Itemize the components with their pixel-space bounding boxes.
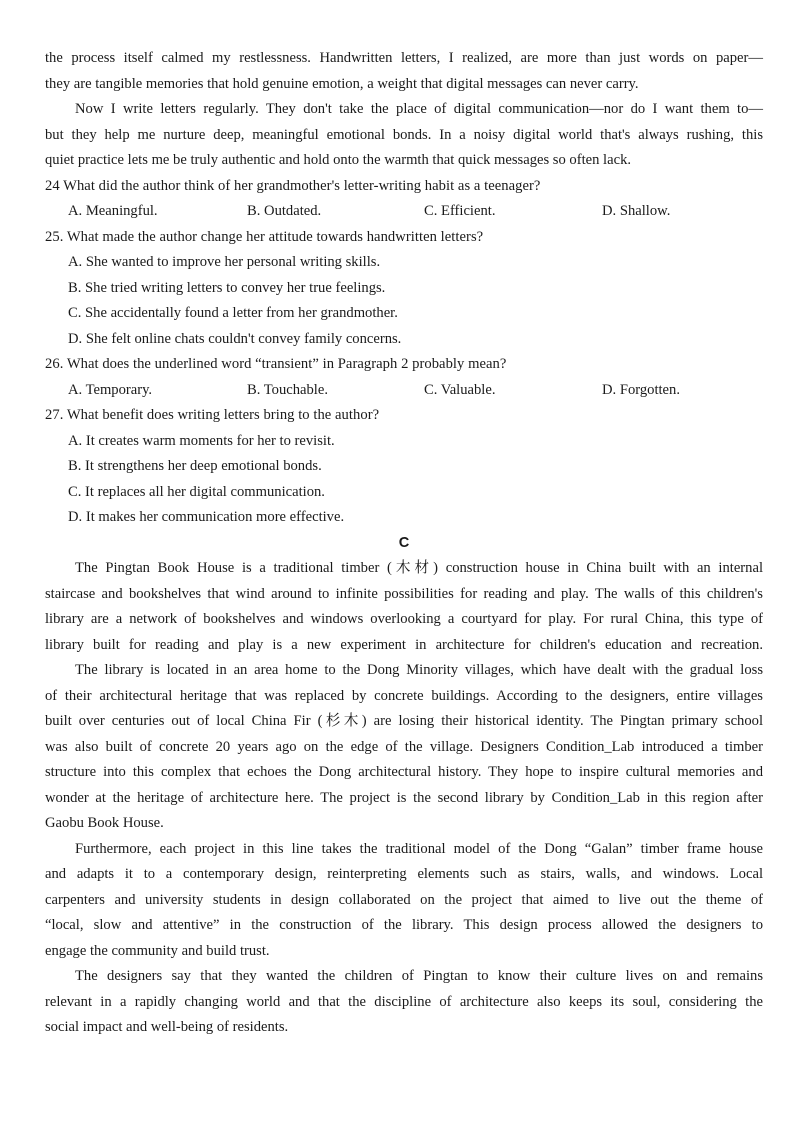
text-line: engage the community and build trust. bbox=[45, 942, 270, 959]
question-options bbox=[45, 199, 763, 225]
question-stem: 25. What made the author change her attitude towards handwritten letters? bbox=[45, 228, 484, 245]
option-c: C. She accidentally found a letter from her grandmother. bbox=[68, 305, 398, 321]
question-27 bbox=[45, 403, 763, 531]
option-a: A. Meaningful. bbox=[68, 203, 158, 219]
text-line: the process itself calmed my restlessness. Handwritten letters, I realized, are more than just words on paper— bbox=[45, 50, 763, 66]
section-heading-c: C bbox=[398, 534, 410, 551]
option-c: C. It replaces all her digital communication. bbox=[68, 483, 325, 500]
text-line: wonder at the heritage of architecture here. The project is the second library by Condition_Lab in this region after bbox=[45, 789, 763, 806]
passage-c-paragraph-3 bbox=[45, 837, 763, 965]
passage-c-paragraph-1 bbox=[45, 556, 763, 658]
question-stem: 24 What did the author think of her grandmother's letter-writing habit as a teenager? bbox=[45, 177, 541, 194]
text-line: relevant in a rapidly changing world and that the discipline of architecture also keeps its soul, considering the bbox=[45, 993, 763, 1010]
text-line: but they help me nurture deep, meaningful emotional bonds. In a noisy digital world that's always rushing, this bbox=[45, 126, 763, 143]
option-c: C. Efficient. bbox=[424, 203, 496, 219]
text-line: built over centuries out of local China Fir (杉木) are losing their historical identity. The Pingtan primary school bbox=[45, 713, 763, 729]
option-c: C. Valuable. bbox=[424, 381, 496, 398]
text-line: library built for reading and play is a new experiment in architecture for children's education and recreation. bbox=[45, 636, 763, 653]
option-d: D. It makes her communication more effective. bbox=[68, 509, 345, 525]
question-26 bbox=[45, 352, 763, 403]
option-b: B. It strengthens her deep emotional bonds. bbox=[68, 458, 322, 474]
option-d: D. Forgotten. bbox=[602, 381, 680, 398]
text-line: Furthermore, each project in this line takes the traditional model of the Dong “Galan” timber frame house bbox=[75, 840, 763, 857]
text-line: of their architectural heritage that was replaced by concrete buildings. According to the designers, entire villages bbox=[45, 687, 763, 704]
question-stem: 27. What benefit does writing letters bring to the author? bbox=[45, 407, 380, 423]
text-line: The Pingtan Book House is a traditional timber (木材) construction house in China built with an internal bbox=[75, 560, 763, 576]
question-25 bbox=[45, 225, 763, 353]
text-line: The designers say that they wanted the children of Pingtan to know their culture lives on and remains bbox=[75, 968, 763, 984]
passage-b-paragraph-end bbox=[45, 46, 763, 97]
text-line: social impact and well-being of residents. bbox=[45, 1019, 289, 1035]
question-stem: 26. What does the underlined word “transient” in Paragraph 2 probably mean? bbox=[45, 356, 507, 372]
text-line: they are tangible memories that hold genuine emotion, a weight that digital messages can never carry. bbox=[45, 75, 639, 92]
text-line: structure into this complex that echoes the Dong architectural history. They hope to inspire cultural memories and bbox=[45, 764, 763, 780]
text-line: quiet practice lets me be truly authentic and hold onto the warmth that quick messages so often lack. bbox=[45, 152, 632, 168]
exam-page bbox=[45, 46, 763, 1041]
option-a: A. It creates warm moments for her to revisit. bbox=[68, 432, 335, 449]
passage-c-paragraph-2 bbox=[45, 658, 763, 837]
text-line: and adapts it to a contemporary design, reinterpreting elements such as stairs, walls, and windows. Local bbox=[45, 866, 763, 882]
passage-c-paragraph-4 bbox=[45, 964, 763, 1041]
text-line: carpenters and university students in design collaborated on the project that aimed to live out the theme of bbox=[45, 891, 763, 908]
option-b: B. She tried writing letters to convey her true feelings. bbox=[68, 279, 386, 296]
option-b: B. Touchable. bbox=[247, 381, 328, 398]
text-line: staircase and bookshelves that wind around to infinite possibilities for reading and play. The walls of this children's bbox=[45, 585, 763, 602]
option-a: A. She wanted to improve her personal writing skills. bbox=[68, 254, 381, 270]
option-d: D. She felt online chats couldn't convey family concerns. bbox=[68, 330, 402, 347]
question-24 bbox=[45, 174, 763, 225]
question-options bbox=[45, 378, 763, 404]
option-d: D. Shallow. bbox=[602, 203, 671, 219]
option-a: A. Temporary. bbox=[68, 381, 153, 398]
text-line: “local, slow and attentive” in the construction of the library. This design process allowed the designers to bbox=[45, 917, 763, 933]
text-line: was also built of concrete 20 years ago on the edge of the village. Designers Condition_Lab introduced a timber bbox=[45, 738, 763, 755]
text-line: The library is located in an area home to the Dong Minority villages, which have dealt with the gradual loss bbox=[75, 662, 763, 678]
option-b: B. Outdated. bbox=[247, 203, 322, 219]
text-line: library are a network of bookshelves and windows overlooking a courtyard for play. For rural China, this type of bbox=[45, 611, 763, 627]
text-line: Gaobu Book House. bbox=[45, 815, 164, 831]
passage-b-final-paragraph bbox=[45, 97, 763, 174]
text-line: Now I write letters regularly. They don't take the place of digital communication—nor do I want them to— bbox=[75, 101, 763, 117]
